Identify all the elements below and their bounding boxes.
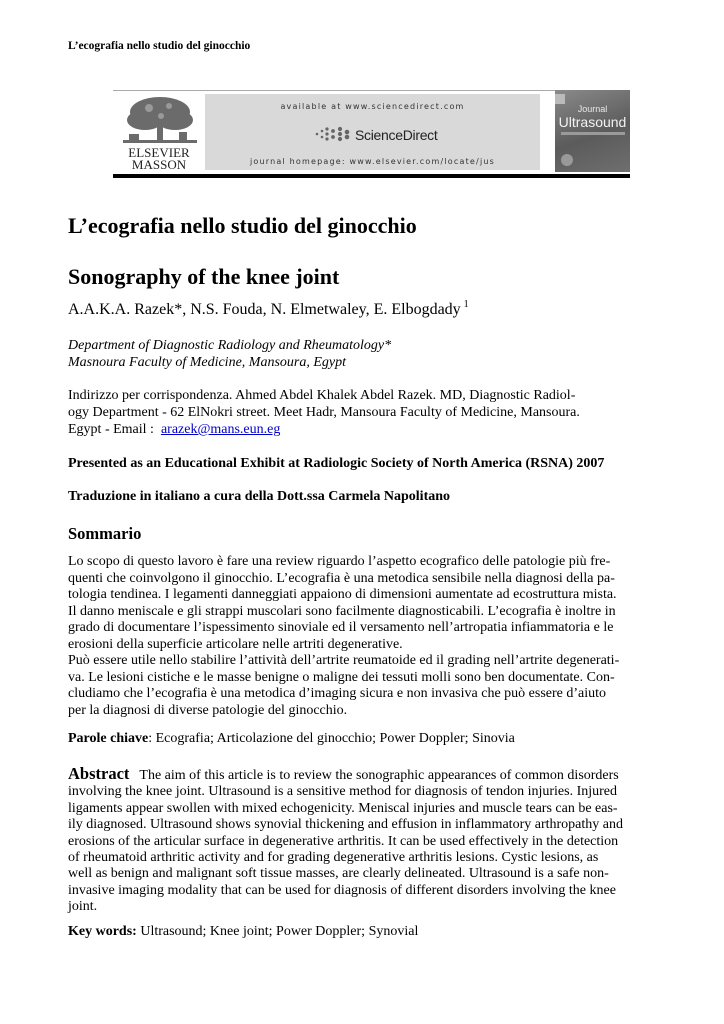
abstract-line: ligaments appear swollen with mixed echogenicity. Meniscal injuries and muscle tears can be eas- (68, 800, 618, 816)
correspondence (68, 387, 658, 438)
title-italian: L’ecografia nello studio del ginocchio (68, 213, 417, 238)
sommario-heading: Sommario (68, 524, 142, 543)
parole-chiave-text: : Ecografia; Articolazione del ginocchio; Power Doppler; Sinovia (148, 731, 515, 746)
cover-subtitle-bar (561, 132, 625, 135)
abstract-line: of rheumatoid arthritic activity and for grading degenerative arthritis lesions. Cystic lesions, as (68, 850, 599, 866)
running-header: L’ecografia nello studio del ginocchio (68, 40, 251, 52)
abstract-line: involving the knee joint. Ultrasound is a sensitive method for diagnosis of tendon injuries. Injured (68, 784, 618, 800)
correspondence-line: ogy Department - 62 ElNokri street. Meet Hadr, Mansoura Faculty of Medicine, Mansoura. (68, 405, 580, 420)
parole-chiave-label: Parole chiave (68, 731, 149, 746)
sommario-line: Può essere utile nello stabilire l’attività dell’artrite reumatoide ed il grading nell’artrite degenerati- (68, 653, 620, 668)
abstract-line: ily diagnosed. Ultrasound shows synovial thickening and effusion in inflammatory arthropathy and (68, 817, 623, 833)
sommario-line: va. Le lesioni cistiche e le masse benigne o maligne dei tessuti molli sono ben documentate. Con- (68, 669, 615, 685)
sommario-line: Il danno meniscale e gli strappi muscolari sono facilmente diagnosticabili. L’ecografia è inoltre in (68, 603, 616, 619)
sommario-line: per la diagnosi di diverse patologie del ginocchio. (68, 702, 348, 718)
publisher-banner (113, 90, 630, 175)
cover-logo-icon (561, 154, 573, 166)
abstract-line: well as benign and malignant soft tissue masses, are clearly delineated. Ultrasound is a safe non- (68, 866, 609, 882)
banner-bottom-rule (113, 174, 630, 178)
abstract-heading: Abstract (68, 764, 130, 783)
sommario-body (68, 554, 648, 719)
sommario-line: tologia tendinea. I legamenti danneggiati appaiono di dimensioni aumentate ad ecostruttura mista. (68, 587, 617, 602)
cover-emblem (555, 94, 565, 104)
cover-ultrasound-word: Ultrasound (558, 114, 627, 130)
sommario-line: quenti che coinvolgono il ginocchio. L’ecografia è una metodica sensibile nella diagnosi della pa- (68, 570, 615, 586)
authors (68, 301, 469, 319)
publisher-name-line1: ELSEVIER (128, 145, 190, 160)
key-words-text: Ultrasound; Knee joint; Power Doppler; Synovial (136, 924, 419, 939)
sciencedirect-brand: ScienceDirect (355, 127, 438, 143)
abstract-line: The aim of this article is to review the sonographic appearances of common disorders (139, 768, 619, 783)
email-link[interactable]: arazek@mans.eun.eg (160, 422, 281, 437)
correspondence-email-line (68, 421, 658, 438)
correspondence-line: Indirizzo per corrispondenza. Ahmed Abdel Khalek Abdel Razek. MD, Diagnostic Radiol- (68, 388, 576, 403)
email-prefix: Egypt - Email : (68, 422, 161, 437)
sciencedirect-box (205, 94, 540, 170)
abstract-line: joint. (68, 899, 98, 915)
affiliation-line: Masnoura Faculty of Medicine, Mansoura, Egypt (68, 355, 347, 370)
abstract-body (68, 766, 658, 916)
affiliation (68, 337, 391, 371)
sciencedirect-dots-icon (313, 126, 353, 142)
presented-note: Presented as an Educational Exhibit at Radiologic Society of North America (RSNA) 2007 (68, 456, 605, 471)
authors-footnote-mark: 1 (463, 299, 469, 310)
banner-top-rule (113, 90, 630, 91)
publisher-name-line2: MASSON (131, 157, 187, 172)
available-at-text: available at www.sciencedirect.com (280, 102, 465, 111)
abstract-line: invasive imaging modality that can be used for diagnosis of different disorders involving the knee (68, 882, 616, 898)
sommario-line: erosioni della superficie articolare nelle artriti degenerative. (68, 636, 403, 652)
key-words-label: Key words: (68, 924, 137, 939)
abstract-line: erosions of the articular surface in degenerative arthritis. It can be used effectively in the detection (68, 833, 619, 849)
sommario-line: Lo scopo di questo lavoro è fare una review riguardo l’aspetto ecografico delle patologie più fre- (68, 554, 611, 569)
sommario-line: cludiamo che l’ecografia è una metodica d’imaging sicura e non invasiva che può essere d’aiuto (68, 686, 607, 701)
authors-names: A.A.K.A. Razek*, N.S. Fouda, N. Elmetwaley, E. Elbogdady (68, 301, 461, 318)
cover-journal-word: Journal (577, 104, 608, 114)
parole-chiave (68, 731, 515, 747)
title-english: Sonography of the knee joint (68, 264, 340, 289)
affiliation-line: Department of Diagnostic Radiology and Rheumatology* (68, 338, 392, 353)
translation-note: Traduzione in italiano a cura della Dott.ssa Carmela Napolitano (68, 489, 451, 504)
journal-homepage-text: journal homepage: www.elsevier.com/locate/jus (249, 157, 496, 166)
sommario-line: grado di documentare l’ispessimento sinoviale ed il versamento nell’artropatia infiammatoria e le (68, 620, 614, 635)
journal-cover-thumbnail (555, 90, 630, 172)
key-words (68, 924, 418, 940)
abstract-first-line (68, 766, 658, 784)
